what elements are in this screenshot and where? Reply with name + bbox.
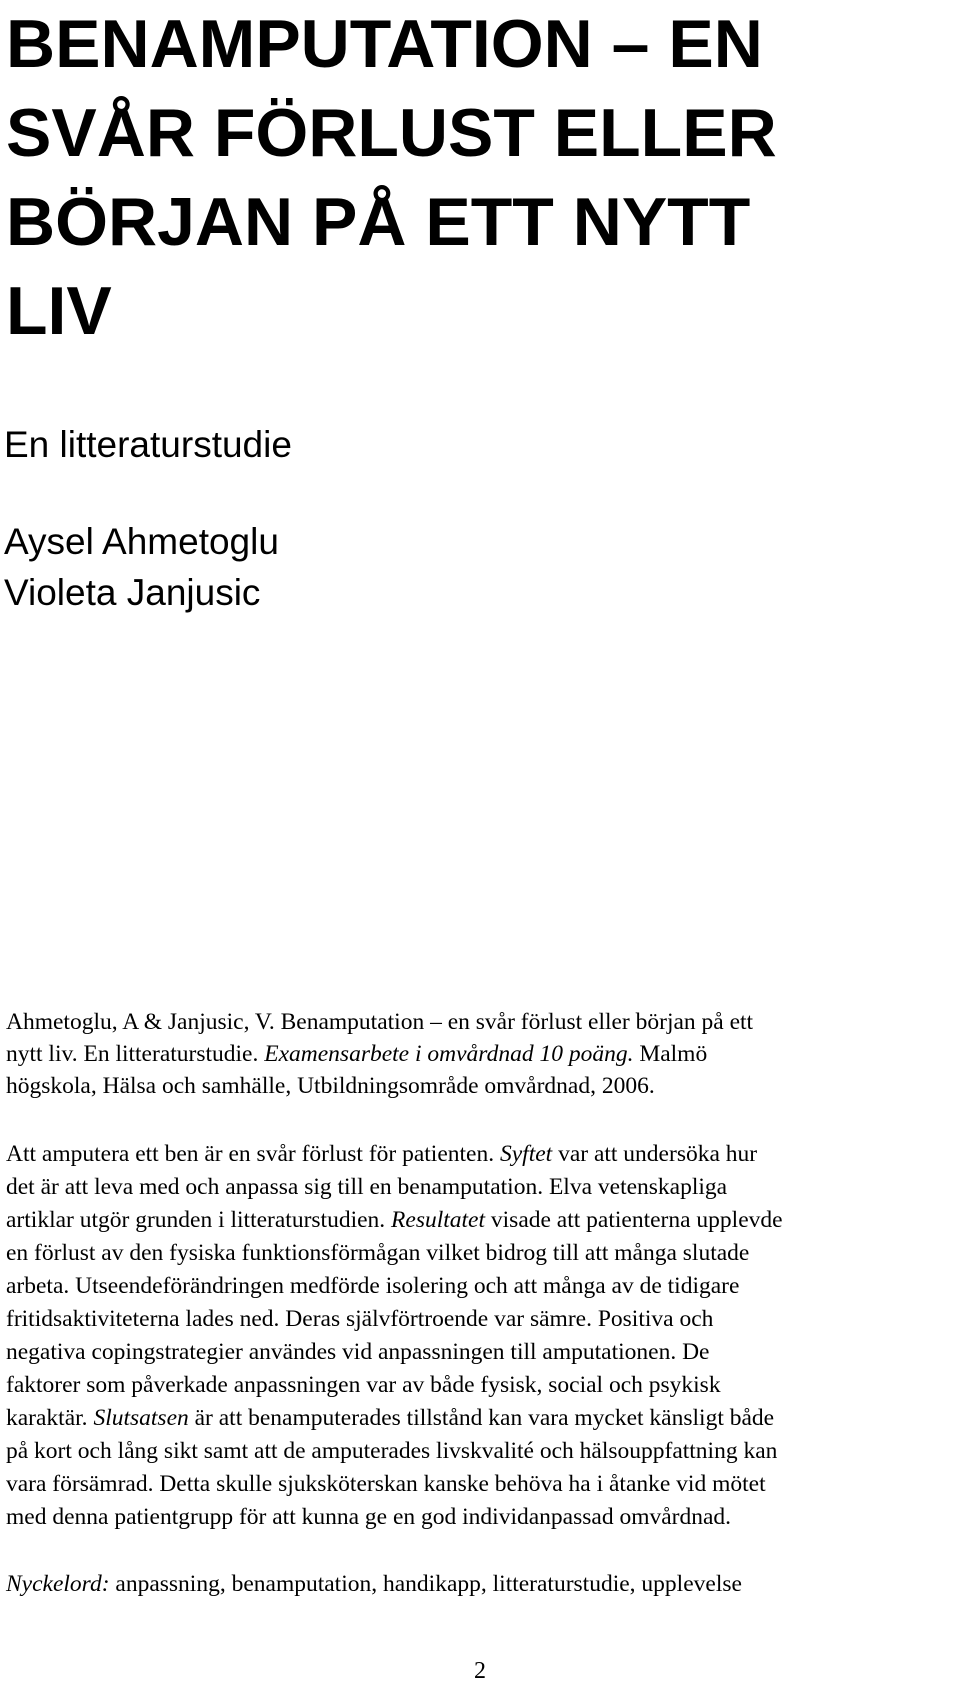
abstract-line: arbeta. Utseendeförändringen medförde isolering och att många av de tidigare: [6, 1273, 740, 1299]
abstract-text: var att undersöka hur: [552, 1141, 758, 1167]
author-name: Violeta Janjusic: [4, 572, 261, 613]
citation-line: högskola, Hälsa och samhälle, Utbildningsområde omvårdnad, 2006.: [6, 1073, 655, 1099]
abstract-line: vara försämrad. Detta skulle sjuksköterskan kanske behöva ha i åtanke vid mötet: [6, 1471, 766, 1497]
keywords-line: [6, 1568, 956, 1601]
abstract-italic-text: Slutsatsen: [93, 1405, 189, 1431]
author-list: [4, 516, 279, 618]
abstract-italic-text: Syftet: [499, 1141, 553, 1167]
abstract-line: [6, 1138, 956, 1171]
citation-line: [6, 1038, 956, 1070]
abstract-line: [6, 1204, 956, 1237]
keywords-text: anpassning, benamputation, handikapp, litteraturstudie, upplevelse: [109, 1571, 742, 1597]
document-subtitle: En litteraturstudie: [4, 424, 292, 465]
abstract-line: på kort och lång sikt samt att de amputerades livskvalité och hälsouppfattning kan: [6, 1438, 778, 1464]
abstract-line: [6, 1402, 956, 1435]
title-line: SVÅR FÖRLUST ELLER: [6, 95, 777, 171]
title-line: LIV: [6, 273, 112, 349]
abstract-line: faktorer som påverkade anpassningen var av både fysisk, social och psykisk: [6, 1372, 721, 1398]
document-title: [6, 0, 946, 356]
citation-paragraph: [6, 1006, 956, 1102]
abstract-text: Att amputera ett ben är en svår förlust för patienten.: [6, 1141, 500, 1167]
page-number: 2: [474, 1658, 486, 1684]
abstract-line: en förlust av den fysiska funktionsförmågan vilket bidrog till att många slutade: [6, 1240, 750, 1266]
citation-italic-text: Examensarbete i omvårdnad 10 poäng.: [264, 1041, 634, 1067]
abstract-line: det är att leva med och anpassa sig till en benamputation. Elva vetenskapliga: [6, 1174, 728, 1200]
abstract-italic-text: Resultatet: [391, 1207, 486, 1233]
title-line: BÖRJAN PÅ ETT NYTT: [6, 184, 751, 260]
keywords-label: Nyckelord:: [6, 1571, 110, 1597]
abstract-line: med denna patientgrupp för att kunna ge en god individanpassad omvårdnad.: [6, 1504, 732, 1530]
author-name: Aysel Ahmetoglu: [4, 521, 279, 562]
citation-text: Malmö: [633, 1041, 708, 1067]
abstract-text: karaktär.: [6, 1405, 94, 1431]
abstract-line: fritidsaktiviteterna lades ned. Deras självförtroende var sämre. Positiva och: [6, 1306, 714, 1332]
title-line: BENAMPUTATION – EN: [6, 6, 763, 82]
citation-text: nytt liv. En litteraturstudie.: [6, 1041, 265, 1067]
abstract-line: negativa copingstrategier användes vid anpassningen till amputationen. De: [6, 1339, 710, 1365]
abstract-text: är att benamputerades tillstånd kan vara mycket känsligt både: [188, 1405, 775, 1431]
abstract-paragraph: [6, 1138, 956, 1534]
abstract-text: visade att patienterna upplevde: [485, 1207, 783, 1233]
citation-line: Ahmetoglu, A & Janjusic, V. Benamputation – en svår förlust eller början på ett: [6, 1009, 754, 1035]
abstract-text: artiklar utgör grunden i litteraturstudien.: [6, 1207, 392, 1233]
